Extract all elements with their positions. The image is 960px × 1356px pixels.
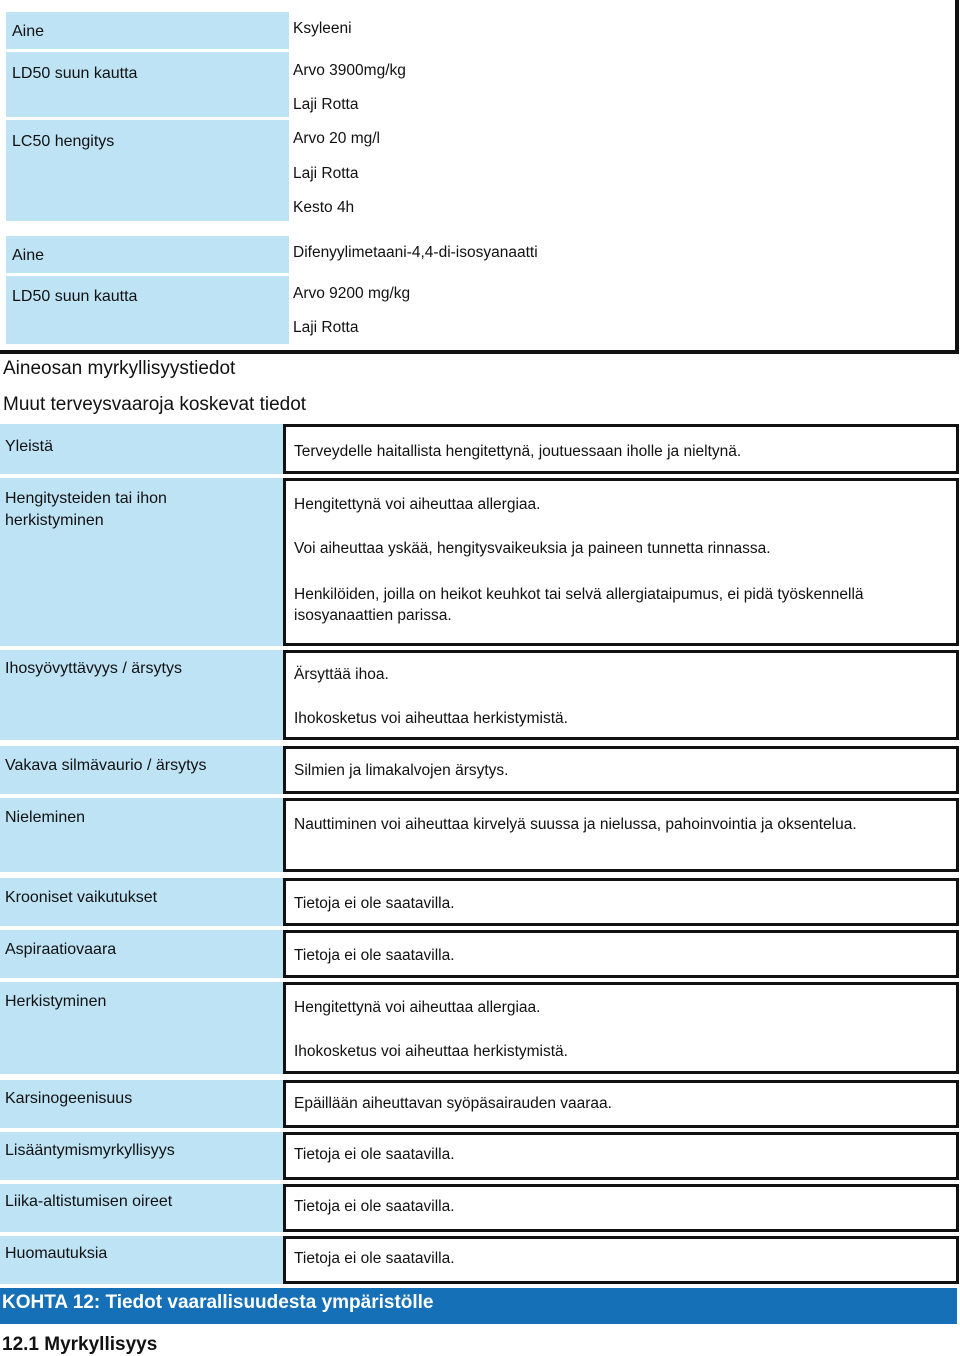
tox-value: Difenyylimetaani-4,4-di-isosyanaatti [293, 244, 538, 261]
health-table [0, 424, 960, 1286]
tox-table [0, 0, 960, 354]
tox-label: Aine [12, 247, 45, 264]
health-value: Terveydelle haitallista hengitettynä, joutuessaan iholle ja nieltynä. [294, 443, 742, 460]
health-value: Nauttiminen voi aiheuttaa kirvelyä suussa ja nielussa, pahoinvointia ja oksentelua. [294, 816, 857, 833]
health-value: Hengitettynä voi aiheuttaa allergiaa. [294, 496, 541, 513]
health-value: Tietoja ei ole saatavilla. [294, 1250, 455, 1267]
health-label: Aspiraatiovaara [5, 941, 117, 958]
health-label: Huomautuksia [5, 1245, 108, 1262]
subsection-title: 12.1 Myrkyllisyys [2, 1334, 158, 1355]
tox-value: Kesto 4h [293, 199, 355, 216]
tox-label-cell [6, 12, 289, 49]
tox-value: Ksyleeni [293, 20, 352, 37]
component-tox-heading: Aineosan myrkyllisyystiedot [3, 358, 236, 379]
health-value: Tietoja ei ole saatavilla. [294, 947, 455, 964]
tox-value: Arvo 20 mg/l [293, 130, 381, 147]
tox-label-cell [6, 52, 289, 117]
tox-value: Laji Rotta [293, 319, 359, 336]
health-value: Henkilöiden, joilla on heikot keuhkot tai selvä allergiataipumus, ei pidä työskennellä isosyanaattien parissa. [294, 586, 864, 624]
tox-table-right-border [955, 0, 959, 354]
tox-value: Arvo 9200 mg/kg [293, 285, 411, 302]
health-value: Ärsyttää ihoa. [294, 666, 389, 683]
tox-value: Arvo 3900mg/kg [293, 62, 406, 79]
health-value: Silmien ja limakalvojen ärsytys. [294, 762, 509, 779]
tox-value: Laji Rotta [293, 165, 359, 182]
health-value: Tietoja ei ole saatavilla. [294, 1198, 455, 1215]
section-12-bar: KOHTA 12: Tiedot vaarallisuudesta ympäristölle [0, 1288, 957, 1324]
health-label: Lisääntymismyrkyllisyys [5, 1142, 175, 1159]
health-value: Tietoja ei ole saatavilla. [294, 1146, 455, 1163]
health-value: Ihokosketus voi aiheuttaa herkistymistä. [294, 710, 568, 727]
other-hazards-heading: Muut terveysvaaroja koskevat tiedot [3, 394, 307, 415]
health-label: Hengitysteiden tai ihon herkistyminen [5, 490, 167, 529]
health-label: Vakava silmävaurio / ärsytys [5, 757, 207, 774]
health-label: Nieleminen [5, 809, 86, 826]
health-value: Hengitettynä voi aiheuttaa allergiaa. [294, 999, 541, 1016]
tox-table-bottom-border [0, 350, 959, 354]
tox-label: LD50 suun kautta [12, 288, 138, 305]
health-value: Tietoja ei ole saatavilla. [294, 895, 455, 912]
tox-label-cell [6, 276, 289, 344]
health-label: Karsinogeenisuus [5, 1090, 133, 1107]
health-label: Liika-altistumisen oireet [5, 1193, 173, 1210]
tox-value: Laji Rotta [293, 96, 359, 113]
health-label: Ihosyövyttävyys / ärsytys [5, 660, 182, 677]
health-label: Yleistä [5, 438, 54, 455]
health-value: Voi aiheuttaa yskää, hengitysvaikeuksia ja paineen tunnetta rinnassa. [294, 540, 771, 557]
tox-label: Aine [12, 23, 45, 40]
health-label: Krooniset vaikutukset [5, 889, 158, 906]
health-label: Herkistyminen [5, 993, 107, 1010]
tox-label: LD50 suun kautta [12, 65, 138, 82]
health-value: Ihokosketus voi aiheuttaa herkistymistä. [294, 1043, 568, 1060]
health-value: Epäillään aiheuttavan syöpäsairauden vaaraa. [294, 1095, 612, 1112]
tox-label-cell [6, 236, 289, 273]
health-value-box [283, 798, 959, 872]
tox-label: LC50 hengitys [12, 133, 115, 150]
